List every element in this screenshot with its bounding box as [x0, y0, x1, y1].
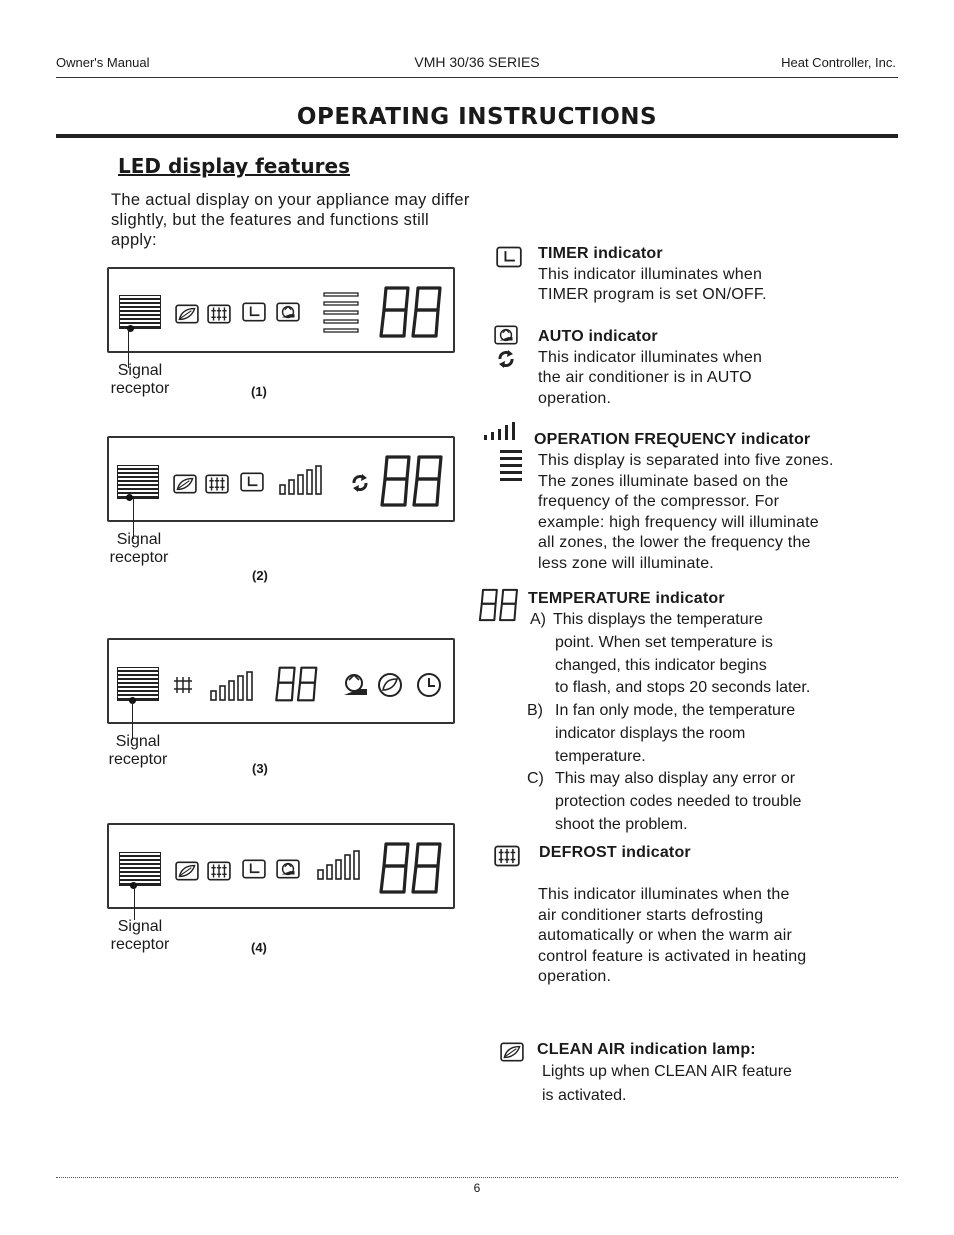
auto-icon	[276, 859, 300, 879]
receptor-leader-line	[134, 884, 135, 920]
section-title: LED display features	[118, 154, 350, 178]
defrost-icon	[494, 845, 520, 867]
temperature-b-label: B)	[527, 702, 543, 719]
temperature-indicator-title: TEMPERATURE indicator	[528, 590, 725, 607]
signal-label: Signal receptor	[110, 362, 170, 397]
auto-icon	[341, 671, 369, 697]
header-right: Heat Controller, Inc.	[781, 55, 896, 70]
signal-receptor	[117, 465, 159, 499]
defrost-icon	[207, 861, 231, 881]
signal-receptor	[117, 667, 159, 701]
clean-air-icon	[173, 474, 197, 494]
temperature-digits-icon	[272, 665, 324, 703]
temperature-c-label: C)	[527, 770, 544, 787]
signal-label: Signal receptor	[109, 531, 169, 566]
auto-icon	[494, 325, 518, 345]
auto-indicator-block: AUTO indicator This indicator illuminates when the air conditioner is in AUTO operation.	[538, 328, 763, 407]
intro-text: The actual display on your appliance may differ slightly, but the features and functions still apply:	[111, 191, 470, 249]
clean-air-icon	[175, 861, 199, 881]
timer-icon	[242, 302, 266, 322]
frequency-bars-icon	[278, 465, 328, 495]
clean-air-icon	[377, 672, 403, 698]
led-panel-2	[107, 436, 455, 522]
signal-receptor	[119, 295, 161, 329]
led-panel-4	[107, 823, 455, 909]
receptor-dot	[126, 494, 133, 501]
footer-divider	[56, 1177, 898, 1178]
figure-number: (3)	[252, 761, 268, 776]
clean-air-title: CLEAN AIR indication lamp:	[537, 1041, 756, 1058]
header-left: Owner's Manual	[56, 55, 150, 70]
temperature-c-text: This may also display any error or protection codes needed to trouble shoot the problem.	[555, 770, 802, 833]
auto-icon	[276, 302, 300, 322]
signal-receptor	[119, 852, 161, 886]
frequency-bars-icon	[316, 850, 366, 880]
temperature-digits-icon	[478, 587, 522, 623]
defrost-indicator-title: DEFROST indicator	[539, 844, 691, 861]
timer-indicator-block: TIMER indicator This indicator illuminates when TIMER program is set ON/OFF.	[538, 245, 767, 304]
signal-label: Signal receptor	[108, 733, 168, 768]
auto-recycle-icon	[496, 349, 516, 369]
figure-number: (1)	[251, 384, 267, 399]
clean-air-text: Lights up when CLEAN AIR feature is activated.	[542, 1063, 792, 1104]
signal-label: Signal receptor	[110, 918, 170, 953]
temperature-digits-icon	[378, 284, 448, 340]
figure-number: (2)	[252, 568, 268, 583]
temperature-digits-icon	[378, 840, 448, 896]
defrost-indicator-text: This indicator illuminates when the air conditioner starts defrosting automatically or when the warm air control feature is activated in heating operation.	[538, 886, 807, 986]
frequency-bars-icon	[323, 292, 359, 338]
timer-icon	[416, 672, 442, 698]
temperature-digits-icon	[379, 453, 449, 509]
auto-recycle-icon	[350, 473, 370, 493]
defrost-icon	[205, 474, 229, 494]
title-rule	[56, 134, 898, 138]
temperature-a-text: This displays the temperature point. When set temperature is changed, this indicator begins to flash, and stops 20 seconds later.	[553, 611, 811, 697]
frequency-bars-icon	[209, 671, 259, 701]
frequency-indicator-title: OPERATION FREQUENCY indicator	[534, 431, 811, 448]
page-number: 6	[473, 1181, 481, 1195]
temperature-b-text: In fan only mode, the temperature indicator displays the room temperature.	[555, 702, 796, 765]
timer-icon	[496, 246, 522, 268]
defrost-icon	[171, 675, 195, 695]
header-divider	[56, 77, 898, 78]
frequency-bars-icon	[483, 421, 519, 441]
clean-air-icon	[500, 1042, 524, 1062]
temperature-a-label: A)	[530, 611, 546, 628]
clean-air-icon	[175, 304, 199, 324]
header-center: VMH 30/36 SERIES	[414, 54, 540, 70]
defrost-icon	[207, 304, 231, 324]
led-panel-1	[107, 267, 455, 353]
frequency-hbars-icon	[499, 449, 523, 485]
frequency-indicator-text: This display is separated into five zones. The zones illuminate based on the frequency of the compressor. For example: high frequency will illuminate all zones, the lower the frequency the less zone will illuminate.	[538, 452, 834, 572]
page-title: OPERATING INSTRUCTIONS	[296, 104, 658, 130]
timer-icon	[240, 472, 264, 492]
led-panel-3	[107, 638, 455, 724]
figure-number: (4)	[251, 940, 267, 955]
timer-icon	[242, 859, 266, 879]
